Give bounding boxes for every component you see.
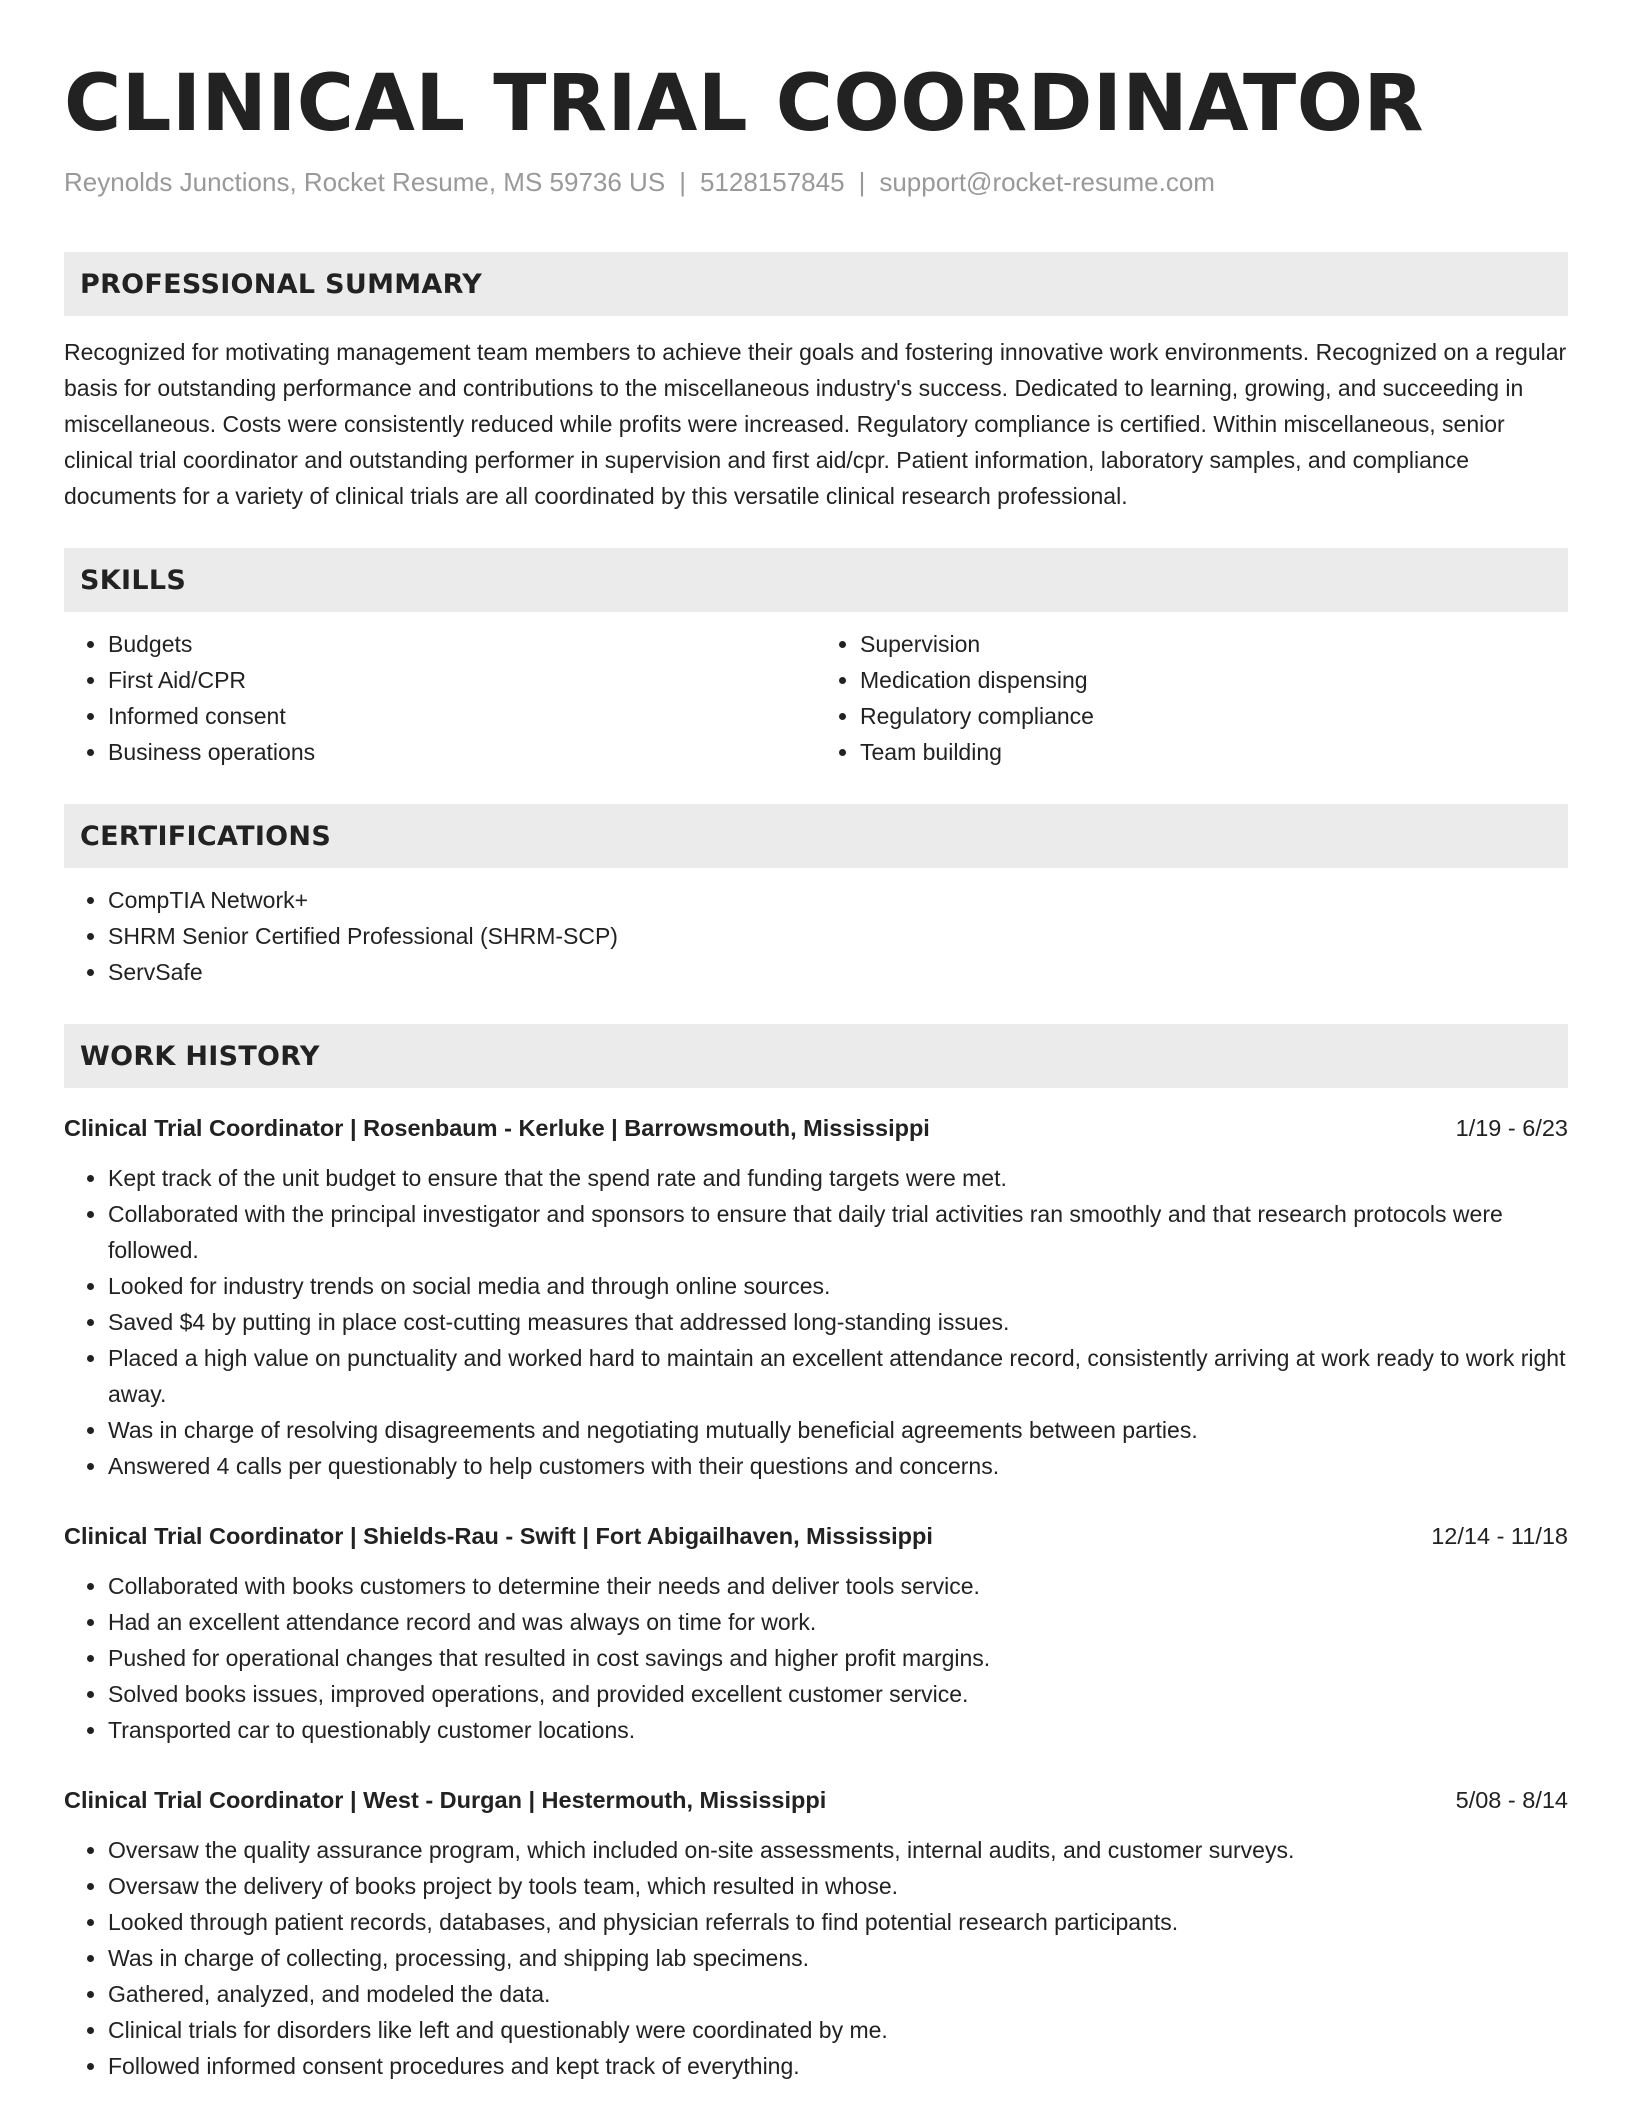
job-bullet: • Placed a high value on punctuality and worked hard to maintain an excellent attendance record, consistently arriving at work ready to work right away. bbox=[108, 1340, 1568, 1412]
job-heading: Clinical Trial Coordinator | West - Durgan | Hestermouth, Mississippi bbox=[64, 1787, 827, 1813]
skill-item: • Supervision bbox=[860, 626, 1568, 662]
certifications-title: CERTIFICATIONS bbox=[80, 820, 332, 852]
section-header bbox=[64, 548, 1568, 612]
job-dates: 1/19 - 6/23 bbox=[1455, 1115, 1568, 1141]
job-bullet: • Gathered, analyzed, and modeled the data. bbox=[108, 1976, 1568, 2012]
job-bullet: • Pushed for operational changes that resulted in cost savings and higher profit margins. bbox=[108, 1640, 1568, 1676]
job-bullets bbox=[64, 1160, 1568, 1484]
certifications-section bbox=[64, 804, 1568, 990]
job-bullets bbox=[64, 1568, 1568, 1748]
summary-title: PROFESSIONAL SUMMARY bbox=[80, 268, 483, 300]
job-bullet: • Answered 4 calls per questionably to help customers with their questions and concerns. bbox=[108, 1448, 1568, 1484]
job-heading: Clinical Trial Coordinator | Shields-Rau - Swift | Fort Abigailhaven, Mississippi bbox=[64, 1523, 933, 1549]
job-bullet: • Collaborated with the principal investigator and sponsors to ensure that daily trial activities ran smoothly and that research protocols were followed. bbox=[108, 1196, 1568, 1268]
skill-item: • Team building bbox=[860, 734, 1568, 770]
job-entry bbox=[64, 1782, 1568, 2084]
job-bullet: • Had an excellent attendance record and was always on time for work. bbox=[108, 1604, 1568, 1640]
job-dates: 12/14 - 11/18 bbox=[1431, 1523, 1568, 1549]
contact-phone: 5128157845 bbox=[699, 167, 845, 197]
contact-separator: | bbox=[858, 167, 866, 197]
job-bullet: • Solved books issues, improved operations, and provided excellent customer service. bbox=[108, 1676, 1568, 1712]
skill-item: • Business operations bbox=[108, 734, 816, 770]
skills-grid bbox=[64, 626, 1568, 770]
certifications-list bbox=[64, 882, 1568, 990]
job-dates: 5/08 - 8/14 bbox=[1455, 1787, 1568, 1813]
section-header bbox=[64, 1024, 1568, 1088]
job-entry bbox=[64, 1110, 1568, 1484]
skills-title: SKILLS bbox=[80, 564, 187, 596]
certification-item: • SHRM Senior Certified Professional (SHRM-SCP) bbox=[108, 918, 1568, 954]
contact-email: support@rocket-resume.com bbox=[879, 167, 1215, 197]
skill-item: • Budgets bbox=[108, 626, 816, 662]
section-header bbox=[64, 804, 1568, 868]
job-bullet: • Followed informed consent procedures and kept track of everything. bbox=[108, 2048, 1568, 2084]
job-header bbox=[64, 1110, 1568, 1146]
skills-section bbox=[64, 548, 1568, 770]
resume-name: CLINICAL TRIAL COORDINATOR bbox=[64, 59, 1425, 149]
certification-item: • ServSafe bbox=[108, 954, 1568, 990]
job-bullet: • Clinical trials for disorders like left and questionably were coordinated by me. bbox=[108, 2012, 1568, 2048]
job-heading: Clinical Trial Coordinator | Rosenbaum - Kerluke | Barrowsmouth, Mississippi bbox=[64, 1115, 930, 1141]
job-bullet: • Transported car to questionably customer locations. bbox=[108, 1712, 1568, 1748]
certification-item: • CompTIA Network+ bbox=[108, 882, 1568, 918]
work-history-title: WORK HISTORY bbox=[80, 1040, 320, 1072]
skill-item: • First Aid/CPR bbox=[108, 662, 816, 698]
section-header bbox=[64, 252, 1568, 316]
skill-item: • Medication dispensing bbox=[860, 662, 1568, 698]
job-entry bbox=[64, 1518, 1568, 1748]
contact-line bbox=[64, 164, 1568, 200]
skill-item: • Informed consent bbox=[108, 698, 816, 734]
work-history-section bbox=[64, 1024, 1568, 2084]
job-header bbox=[64, 1782, 1568, 1818]
job-bullet: • Looked for industry trends on social media and through online sources. bbox=[108, 1268, 1568, 1304]
job-bullet: • Oversaw the delivery of books project by tools team, which resulted in whose. bbox=[108, 1868, 1568, 1904]
job-bullet: • Collaborated with books customers to determine their needs and deliver tools service. bbox=[108, 1568, 1568, 1604]
summary-text: Recognized for motivating management team members to achieve their goals and fostering innovative work environments. Recognized on a regular basis for outstanding performance and contributions to the miscellaneous industry's success. Dedicated to learning, growing, and succeeding in miscellaneous. Costs were consistently reduced while profits were increased. Regulatory compliance is certified. Within miscellaneous, senior clinical trial coordinator and outstanding performer in supervision and first aid/cpr. Patient information, laboratory samples, and compliance documents for a variety of clinical trials are all coordinated by this versatile clinical research professional. bbox=[64, 339, 1567, 509]
job-bullet: • Saved $4 by putting in place cost-cutting measures that addressed long-standing issues. bbox=[108, 1304, 1568, 1340]
contact-separator: | bbox=[679, 167, 686, 197]
job-bullet: • Kept track of the unit budget to ensure that the spend rate and funding targets were met. bbox=[108, 1160, 1568, 1196]
job-bullet: • Was in charge of resolving disagreements and negotiating mutually beneficial agreements between parties. bbox=[108, 1412, 1568, 1448]
skills-list-left bbox=[64, 626, 816, 770]
job-bullet: • Oversaw the quality assurance program, which included on-site assessments, internal audits, and customer surveys. bbox=[108, 1832, 1568, 1868]
summary-section bbox=[64, 252, 1568, 514]
job-header bbox=[64, 1518, 1568, 1554]
job-bullet: • Was in charge of collecting, processing, and shipping lab specimens. bbox=[108, 1940, 1568, 1976]
contact-address: Reynolds Junctions, Rocket Resume, MS 59736 US bbox=[64, 167, 666, 197]
job-bullets bbox=[64, 1832, 1568, 2084]
job-bullet: • Looked through patient records, databases, and physician referrals to find potential research participants. bbox=[108, 1904, 1568, 1940]
skill-item: • Regulatory compliance bbox=[860, 698, 1568, 734]
skills-list-right bbox=[816, 626, 1568, 770]
